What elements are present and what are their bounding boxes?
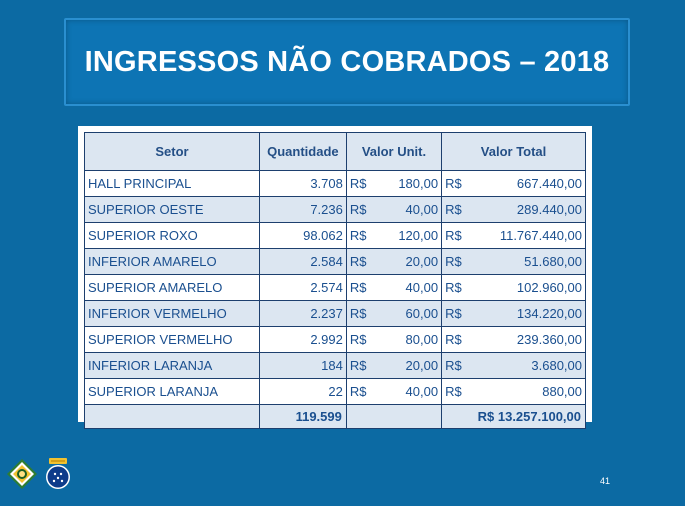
table-total-row [85, 405, 586, 429]
total-empty-cell [346, 405, 441, 429]
table-row [85, 171, 586, 197]
table-header-row [85, 133, 586, 171]
quantidade-cell: 2.992 [259, 327, 346, 353]
valor-total-currency: R$ [442, 353, 472, 379]
shield-logo-icon [6, 458, 38, 490]
valor-total-cell: 11.767.440,00 [471, 223, 585, 249]
quantidade-cell: 7.236 [259, 197, 346, 223]
valor-total-cell: 51.680,00 [471, 249, 585, 275]
header-quantidade: Quantidade [259, 133, 346, 171]
setor-cell: SUPERIOR AMARELO [85, 275, 260, 301]
valor-unit-currency: R$ [346, 275, 376, 301]
valor-total-currency: R$ [442, 275, 472, 301]
valor-unit-cell: 40,00 [376, 197, 442, 223]
valor-unit-currency: R$ [346, 327, 376, 353]
setor-cell: SUPERIOR OESTE [85, 197, 260, 223]
tickets-table [84, 132, 586, 429]
valor-unit-currency: R$ [346, 249, 376, 275]
quantidade-cell: 2.237 [259, 301, 346, 327]
table-row [85, 249, 586, 275]
setor-cell: SUPERIOR VERMELHO [85, 327, 260, 353]
quantidade-cell: 2.584 [259, 249, 346, 275]
valor-unit-cell: 40,00 [376, 275, 442, 301]
setor-cell: INFERIOR VERMELHO [85, 301, 260, 327]
valor-unit-cell: 60,00 [376, 301, 442, 327]
table-row [85, 223, 586, 249]
valor-total-currency: R$ [442, 249, 472, 275]
valor-unit-cell: 20,00 [376, 249, 442, 275]
total-label-cell [85, 405, 260, 429]
title-box [64, 18, 630, 106]
club-crest-logo-icon [42, 458, 74, 490]
valor-total-cell: 3.680,00 [471, 353, 585, 379]
valor-unit-cell: 40,00 [376, 379, 442, 405]
setor-cell: HALL PRINCIPAL [85, 171, 260, 197]
valor-unit-cell: 120,00 [376, 223, 442, 249]
valor-total-currency: R$ [442, 171, 472, 197]
slide-title: INGRESSOS NÃO COBRADOS – 2018 [84, 45, 610, 78]
header-setor: Setor [85, 133, 260, 171]
quantidade-cell: 2.574 [259, 275, 346, 301]
valor-total-cell: 880,00 [471, 379, 585, 405]
valor-unit-currency: R$ [346, 353, 376, 379]
setor-cell: SUPERIOR LARANJA [85, 379, 260, 405]
valor-total-cell: 134.220,00 [471, 301, 585, 327]
valor-unit-cell: 20,00 [376, 353, 442, 379]
setor-cell: INFERIOR AMARELO [85, 249, 260, 275]
table-row [85, 275, 586, 301]
setor-cell: SUPERIOR ROXO [85, 223, 260, 249]
valor-unit-currency: R$ [346, 379, 376, 405]
table-row [85, 197, 586, 223]
table-row [85, 327, 586, 353]
valor-total-currency: R$ [442, 301, 472, 327]
table-row [85, 353, 586, 379]
page-number: 41 [600, 476, 611, 486]
valor-total-cell: 239.360,00 [471, 327, 585, 353]
valor-unit-currency: R$ [346, 171, 376, 197]
valor-total-cell: 102.960,00 [471, 275, 585, 301]
valor-unit-currency: R$ [346, 301, 376, 327]
valor-unit-cell: 80,00 [376, 327, 442, 353]
valor-total-cell: 667.440,00 [471, 171, 585, 197]
header-valor-unit: Valor Unit. [346, 133, 441, 171]
valor-total-currency: R$ [442, 197, 472, 223]
valor-total-currency: R$ [442, 223, 472, 249]
quantidade-cell: 22 [259, 379, 346, 405]
logos [6, 458, 74, 490]
setor-cell: INFERIOR LARANJA [85, 353, 260, 379]
table-container [78, 126, 592, 422]
quantidade-cell: 184 [259, 353, 346, 379]
valor-unit-currency: R$ [346, 197, 376, 223]
total-valor: R$ 13.257.100,00 [442, 405, 586, 429]
valor-total-currency: R$ [442, 379, 472, 405]
total-quantidade: 119.599 [259, 405, 346, 429]
header-valor-total: Valor Total [442, 133, 586, 171]
valor-total-currency: R$ [442, 327, 472, 353]
valor-unit-currency: R$ [346, 223, 376, 249]
quantidade-cell: 3.708 [259, 171, 346, 197]
quantidade-cell: 98.062 [259, 223, 346, 249]
table-row [85, 301, 586, 327]
valor-total-cell: 289.440,00 [471, 197, 585, 223]
valor-unit-cell: 180,00 [376, 171, 442, 197]
table-row [85, 379, 586, 405]
